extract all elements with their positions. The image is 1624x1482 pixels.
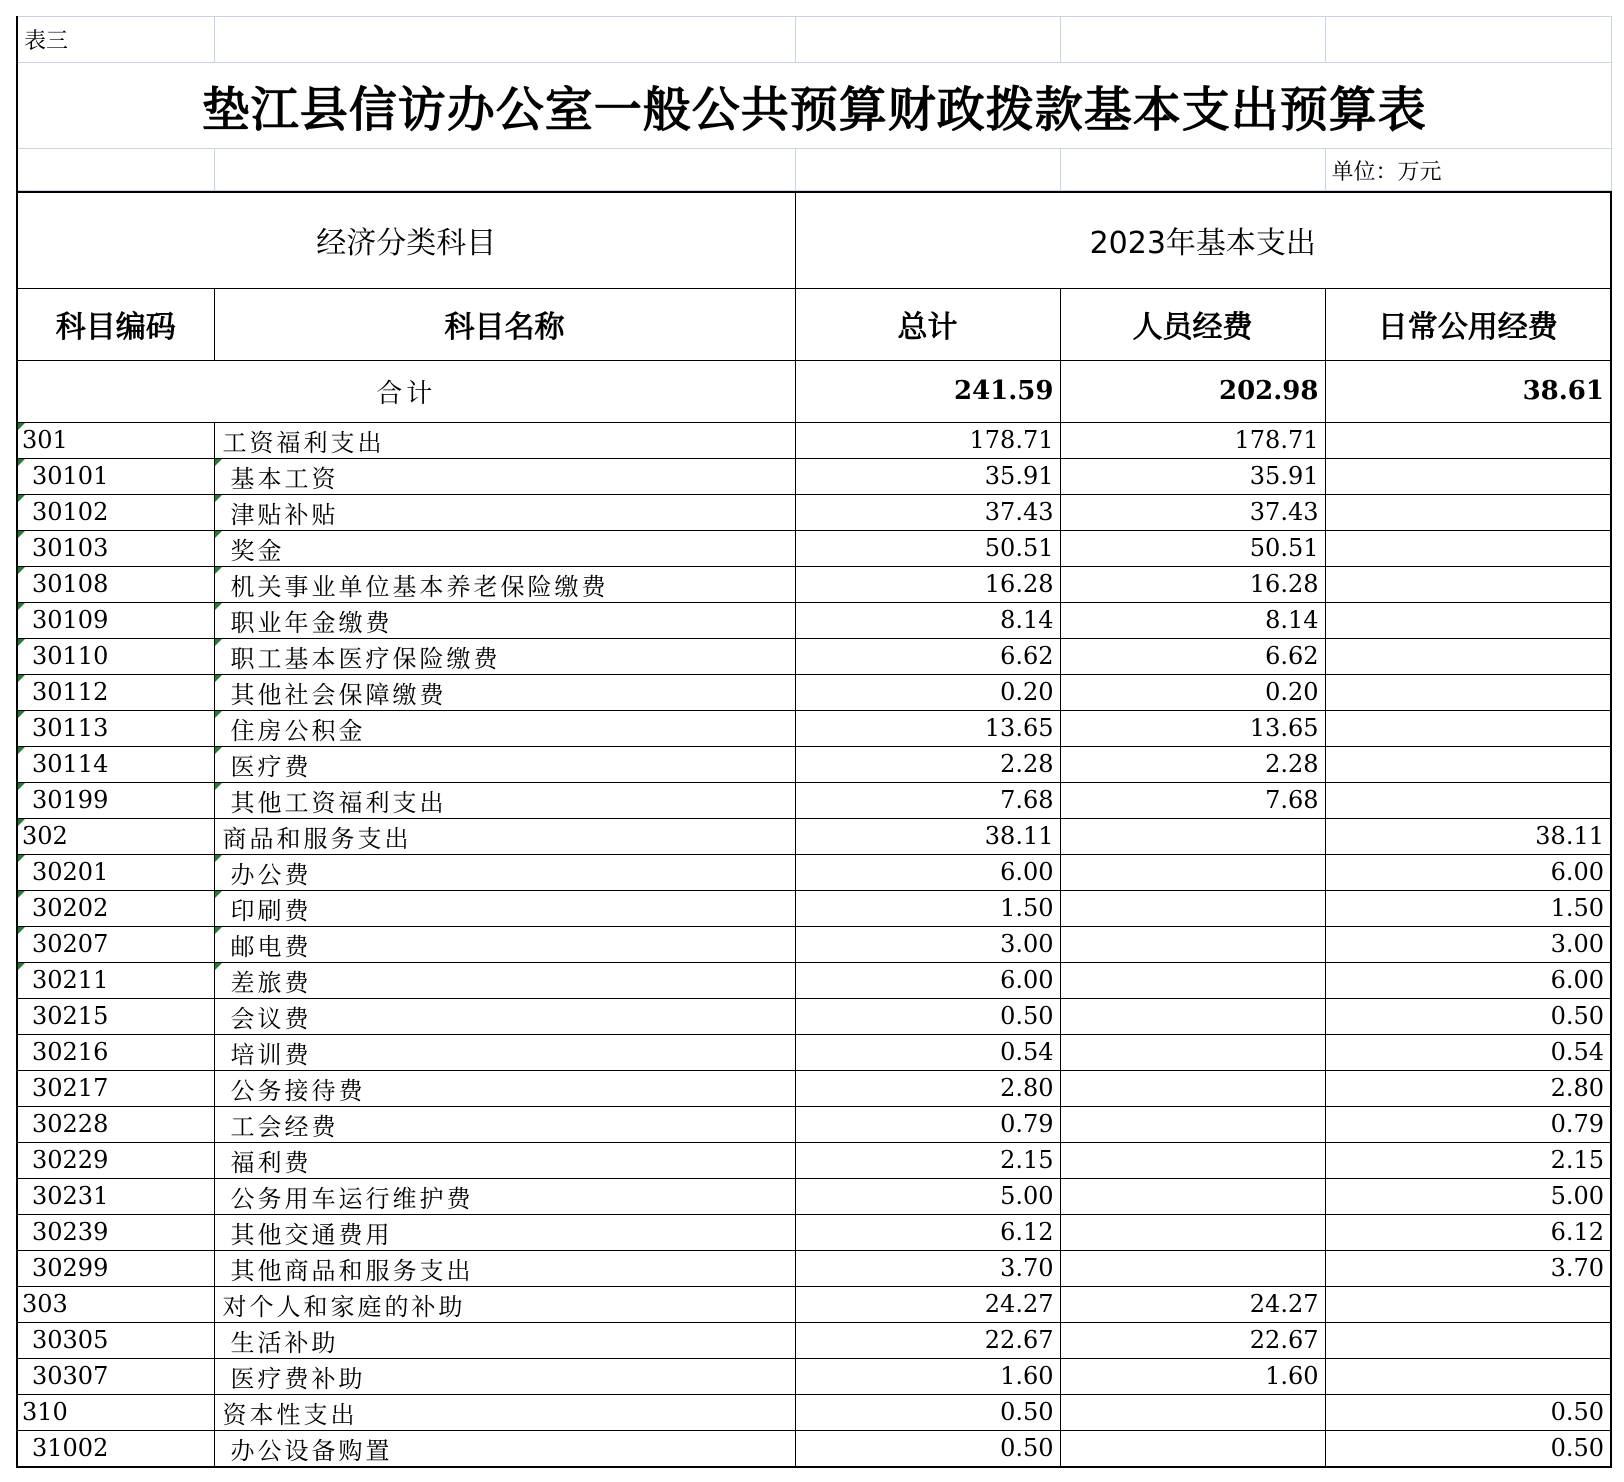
- table-row: [17, 746, 1611, 782]
- header-public: 日常公用经费: [1325, 288, 1611, 360]
- table-row: [17, 782, 1611, 818]
- row-personnel: 37.43: [1060, 494, 1325, 530]
- row-personnel: [1060, 926, 1325, 962]
- row-public: [1325, 746, 1611, 782]
- row-personnel: [1060, 1250, 1325, 1286]
- unit-label: 单位：万元: [1325, 149, 1611, 191]
- row-code: 30228: [17, 1106, 214, 1142]
- row-total: 1.60: [795, 1358, 1060, 1394]
- table-row: [17, 602, 1611, 638]
- row-code: 31002: [17, 1430, 214, 1467]
- row-name: 职工基本医疗保险缴费: [214, 638, 795, 674]
- row-name: 福利费: [214, 1142, 795, 1178]
- total-public: 38.61: [1325, 360, 1611, 422]
- row-code: 301: [17, 422, 214, 458]
- row-public: [1325, 1322, 1611, 1358]
- row-public: 0.54: [1325, 1034, 1611, 1070]
- row-code: 30110: [17, 638, 214, 674]
- table-row: [17, 530, 1611, 566]
- table-row: [17, 1178, 1611, 1214]
- row-public: 3.00: [1325, 926, 1611, 962]
- row-total: 38.11: [795, 818, 1060, 854]
- row-personnel: [1060, 998, 1325, 1034]
- table-row: [17, 1286, 1611, 1322]
- row-code: 30215: [17, 998, 214, 1034]
- row-code: 30305: [17, 1322, 214, 1358]
- sheet-header-table: [16, 16, 1612, 191]
- row-name: 医疗费: [214, 746, 795, 782]
- table-row: [17, 1106, 1611, 1142]
- table-row: [17, 818, 1611, 854]
- row-code: 30207: [17, 926, 214, 962]
- row-public: [1325, 530, 1611, 566]
- row-code: 30299: [17, 1250, 214, 1286]
- row-public: 6.00: [1325, 962, 1611, 998]
- row-name: 办公费: [214, 854, 795, 890]
- row-code: 30101: [17, 458, 214, 494]
- row-name: 其他社会保障缴费: [214, 674, 795, 710]
- row-code: 30113: [17, 710, 214, 746]
- row-public: 5.00: [1325, 1178, 1611, 1214]
- row-total: 50.51: [795, 530, 1060, 566]
- row-total: 0.50: [795, 1394, 1060, 1430]
- row-total: 6.00: [795, 854, 1060, 890]
- row-total: 0.54: [795, 1034, 1060, 1070]
- row-personnel: 0.20: [1060, 674, 1325, 710]
- row-public: [1325, 602, 1611, 638]
- row-public: 1.50: [1325, 890, 1611, 926]
- row-total: 22.67: [795, 1322, 1060, 1358]
- row-personnel: [1060, 1430, 1325, 1467]
- row-total: 178.71: [795, 422, 1060, 458]
- budget-sheet: [16, 16, 1610, 1468]
- row-total: 24.27: [795, 1286, 1060, 1322]
- row-public: [1325, 782, 1611, 818]
- table-row: [17, 1358, 1611, 1394]
- row-code: 30307: [17, 1358, 214, 1394]
- row-personnel: 178.71: [1060, 422, 1325, 458]
- row-name: 其他工资福利支出: [214, 782, 795, 818]
- budget-table: [16, 191, 1612, 1468]
- row-name: 机关事业单位基本养老保险缴费: [214, 566, 795, 602]
- row-public: [1325, 710, 1611, 746]
- row-total: 5.00: [795, 1178, 1060, 1214]
- row-total: 35.91: [795, 458, 1060, 494]
- row-code: 30217: [17, 1070, 214, 1106]
- row-total: 2.80: [795, 1070, 1060, 1106]
- row-name: 住房公积金: [214, 710, 795, 746]
- row-name: 印刷费: [214, 890, 795, 926]
- header-basic-expense: 2023年基本支出: [795, 192, 1611, 288]
- table-row: [17, 710, 1611, 746]
- row-personnel: [1060, 1142, 1325, 1178]
- row-name: 办公设备购置: [214, 1430, 795, 1467]
- row-code: 30216: [17, 1034, 214, 1070]
- row-public: 38.11: [1325, 818, 1611, 854]
- row-public: [1325, 674, 1611, 710]
- row-name: 差旅费: [214, 962, 795, 998]
- row-public: 0.50: [1325, 998, 1611, 1034]
- row-total: 2.28: [795, 746, 1060, 782]
- row-total: 6.12: [795, 1214, 1060, 1250]
- row-code: 30112: [17, 674, 214, 710]
- total-label: 合计: [17, 360, 795, 422]
- row-total: 0.79: [795, 1106, 1060, 1142]
- row-name: 其他交通费用: [214, 1214, 795, 1250]
- row-total: 0.50: [795, 1430, 1060, 1467]
- row-public: 2.15: [1325, 1142, 1611, 1178]
- table-row: [17, 926, 1611, 962]
- row-name: 津贴补贴: [214, 494, 795, 530]
- row-personnel: 50.51: [1060, 530, 1325, 566]
- row-total: 6.00: [795, 962, 1060, 998]
- table-row: [17, 962, 1611, 998]
- row-name: 会议费: [214, 998, 795, 1034]
- row-personnel: [1060, 1070, 1325, 1106]
- row-personnel: 6.62: [1060, 638, 1325, 674]
- table-row: [17, 1214, 1611, 1250]
- row-personnel: 22.67: [1060, 1322, 1325, 1358]
- row-public: 2.80: [1325, 1070, 1611, 1106]
- row-public: [1325, 422, 1611, 458]
- row-name: 工会经费: [214, 1106, 795, 1142]
- row-code: 30114: [17, 746, 214, 782]
- row-total: 6.62: [795, 638, 1060, 674]
- row-total: 3.00: [795, 926, 1060, 962]
- row-total: 8.14: [795, 602, 1060, 638]
- table-row: [17, 998, 1611, 1034]
- row-personnel: [1060, 1178, 1325, 1214]
- budget-rows: [17, 422, 1611, 1467]
- row-name: 职业年金缴费: [214, 602, 795, 638]
- row-code: 30201: [17, 854, 214, 890]
- row-public: 3.70: [1325, 1250, 1611, 1286]
- row-code: 310: [17, 1394, 214, 1430]
- header-code: 科目编码: [17, 288, 214, 360]
- row-public: 0.79: [1325, 1106, 1611, 1142]
- row-name: 医疗费补助: [214, 1358, 795, 1394]
- row-personnel: [1060, 1394, 1325, 1430]
- row-total: 16.28: [795, 566, 1060, 602]
- row-personnel: [1060, 1214, 1325, 1250]
- row-name: 基本工资: [214, 458, 795, 494]
- row-personnel: 35.91: [1060, 458, 1325, 494]
- row-code: 30202: [17, 890, 214, 926]
- table-row: [17, 458, 1611, 494]
- table-row: [17, 854, 1611, 890]
- row-personnel: [1060, 890, 1325, 926]
- row-name: 生活补助: [214, 1322, 795, 1358]
- table-row: [17, 1142, 1611, 1178]
- row-total: 37.43: [795, 494, 1060, 530]
- row-personnel: [1060, 1034, 1325, 1070]
- row-total: 0.50: [795, 998, 1060, 1034]
- header-econ-category: 经济分类科目: [17, 192, 795, 288]
- table-tag: 表三: [17, 17, 214, 63]
- row-personnel: [1060, 1106, 1325, 1142]
- row-public: [1325, 458, 1611, 494]
- row-personnel: 16.28: [1060, 566, 1325, 602]
- table-row: [17, 566, 1611, 602]
- row-code: 30108: [17, 566, 214, 602]
- row-code: 30231: [17, 1178, 214, 1214]
- row-code: 30239: [17, 1214, 214, 1250]
- row-public: [1325, 1286, 1611, 1322]
- row-code: 30103: [17, 530, 214, 566]
- row-code: 30229: [17, 1142, 214, 1178]
- row-total: 1.50: [795, 890, 1060, 926]
- row-total: 2.15: [795, 1142, 1060, 1178]
- row-total: 7.68: [795, 782, 1060, 818]
- row-personnel: 24.27: [1060, 1286, 1325, 1322]
- row-code: 30211: [17, 962, 214, 998]
- table-row: [17, 1034, 1611, 1070]
- page-title: 垫江县信访办公室一般公共预算财政拨款基本支出预算表: [17, 63, 1611, 149]
- table-row: [17, 1394, 1611, 1430]
- header-total: 总计: [795, 288, 1060, 360]
- row-name: 商品和服务支出: [214, 818, 795, 854]
- row-name: 其他商品和服务支出: [214, 1250, 795, 1286]
- row-code: 30109: [17, 602, 214, 638]
- row-personnel: 7.68: [1060, 782, 1325, 818]
- row-personnel: 2.28: [1060, 746, 1325, 782]
- total-personnel: 202.98: [1060, 360, 1325, 422]
- row-personnel: 1.60: [1060, 1358, 1325, 1394]
- row-code: 30199: [17, 782, 214, 818]
- table-row: [17, 1250, 1611, 1286]
- header-name: 科目名称: [214, 288, 795, 360]
- row-total: 13.65: [795, 710, 1060, 746]
- table-row: [17, 1070, 1611, 1106]
- row-public: 0.50: [1325, 1394, 1611, 1430]
- row-code: 302: [17, 818, 214, 854]
- row-public: [1325, 494, 1611, 530]
- row-name: 工资福利支出: [214, 422, 795, 458]
- row-name: 公务用车运行维护费: [214, 1178, 795, 1214]
- row-code: 30102: [17, 494, 214, 530]
- row-public: 0.50: [1325, 1430, 1611, 1467]
- table-row: [17, 674, 1611, 710]
- row-public: [1325, 638, 1611, 674]
- row-name: 公务接待费: [214, 1070, 795, 1106]
- table-row: [17, 422, 1611, 458]
- row-public: [1325, 1358, 1611, 1394]
- row-public: 6.12: [1325, 1214, 1611, 1250]
- total-sum: 241.59: [795, 360, 1060, 422]
- row-total: 3.70: [795, 1250, 1060, 1286]
- row-name: 培训费: [214, 1034, 795, 1070]
- table-row: [17, 1430, 1611, 1467]
- header-personnel: 人员经费: [1060, 288, 1325, 360]
- row-total: 0.20: [795, 674, 1060, 710]
- row-name: 对个人和家庭的补助: [214, 1286, 795, 1322]
- row-name: 奖金: [214, 530, 795, 566]
- row-personnel: 8.14: [1060, 602, 1325, 638]
- row-personnel: [1060, 962, 1325, 998]
- row-code: 303: [17, 1286, 214, 1322]
- row-name: 资本性支出: [214, 1394, 795, 1430]
- table-row: [17, 638, 1611, 674]
- row-personnel: [1060, 818, 1325, 854]
- row-personnel: [1060, 854, 1325, 890]
- row-public: 6.00: [1325, 854, 1611, 890]
- table-row: [17, 890, 1611, 926]
- table-row: [17, 494, 1611, 530]
- table-row: [17, 1322, 1611, 1358]
- row-name: 邮电费: [214, 926, 795, 962]
- row-public: [1325, 566, 1611, 602]
- row-personnel: 13.65: [1060, 710, 1325, 746]
